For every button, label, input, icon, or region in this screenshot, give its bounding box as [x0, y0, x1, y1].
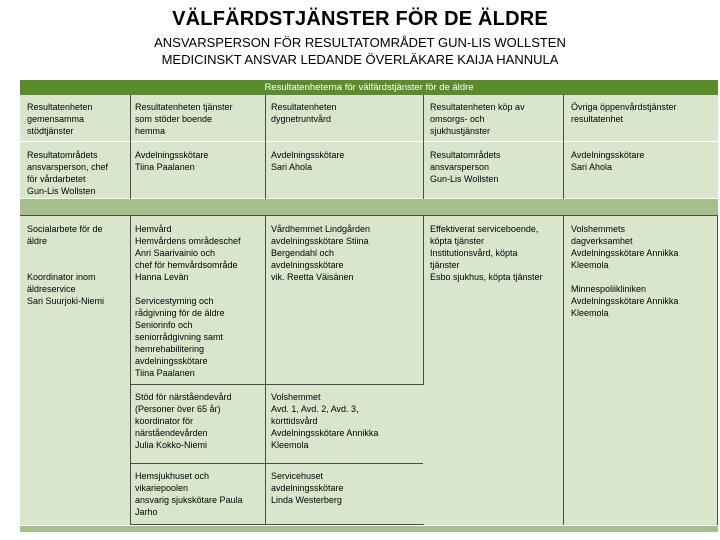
table-banner: Resultatenheterna för välfärdstjänster för de äldre	[20, 80, 718, 95]
head-purchased-services: Resultatområdets ansvarsperson Gun-Lis Wollsten	[430, 150, 501, 184]
head-home-support: Avdelningsskötare Tiina Paalanen	[135, 150, 209, 172]
head-other-outpatient: Avdelningsskötare Sari Ahola	[571, 150, 645, 172]
column-divider	[563, 95, 564, 199]
row-divider	[20, 141, 718, 142]
column-divider	[563, 215, 564, 525]
column-divider	[423, 215, 424, 385]
memory-clinic: Minnespoliikliniken Avdelningsskötare Annikka Kleemola	[571, 284, 679, 318]
unit-round-the-clock: Resultatenheten dygnetruntvård	[271, 102, 337, 124]
table-right-edge	[717, 215, 718, 525]
purchased-housing-services: Effektiverat serviceboende, köpta tjänster Institutionsvård, köpta tjänster Esbo sjukhus, köpta tjänster	[430, 224, 543, 282]
caregiver-support: Stöd för närståendevård (Personer över 65 år) koordinator för närståendevården Julia Kokko-Niemi	[135, 392, 232, 450]
page-title: VÄLFÄRDSTJÄNSTER FÖR DE ÄLDRE	[172, 8, 548, 30]
column-divider	[265, 215, 266, 525]
bottom-band	[20, 526, 718, 532]
social-work-elderly: Socialarbete för de äldre	[27, 224, 103, 246]
unit-common-support: Resultatenheten gemensamma stödtjänster	[27, 102, 93, 136]
care-home-lindgarden: Vårdhemmet Lindgården avdelningsskötare Stiina Bergendahl och avdelningsskötare vik. Reetta Väisänen	[271, 224, 371, 282]
day-activities: Volshemmets dagverksamhet Avdelningsskötare Annikka Kleemola	[571, 224, 679, 270]
home-hospital: Hemsjukhuset och vikariepoolen ansvarig sjukskötare Paula Jarho	[135, 471, 243, 517]
row-divider	[265, 463, 423, 464]
row-divider	[20, 215, 718, 216]
column-divider	[423, 95, 424, 199]
row-divider	[130, 524, 424, 525]
home-care: Hemvård Hemvårdens områdeschef Anri Saarivainio och chef för hemvårdsområde Hanna Levän	[135, 224, 241, 282]
unit-home-support: Resultatenheten tjänster som stöder boende hemma	[135, 102, 233, 136]
elderly-service-coordinator: Koordinator inom äldreservice Sari Suurjoki-Niemi	[27, 272, 105, 306]
row-divider	[130, 463, 265, 464]
head-round-the-clock: Avdelningsskötare Sari Ahola	[271, 150, 345, 172]
column-divider	[130, 215, 131, 525]
service-guidance-seniorinfo: Servicestyrning och rådgivning för de äldre Seniorinfo och seniorrådgivning samt hemrehabilitering avdelningsskötare Tiina Paalanen	[135, 296, 225, 378]
column-divider	[265, 95, 266, 199]
separator-band	[20, 199, 718, 215]
volshemmet: Volshemmet Avd. 1, Avd. 2, Avd. 3, korttidsvård Avdelningsskötare Annikka Kleemola	[271, 392, 379, 450]
head-common-support: Resultatområdets ansvarsperson, chef för vårdarbetet Gun-Lis Wollsten	[27, 150, 109, 196]
row-divider	[20, 198, 718, 199]
medical-responsibility-line: MEDICINSKT ANSVAR LEDANDE ÖVERLÄKARE KAIJA HANNULA	[161, 52, 559, 67]
unit-purchased-services: Resultatenheten köp av omsorgs- och sjukhustjänster	[430, 102, 525, 136]
service-house: Servicehuset avdelningsskötare Linda Westerberg	[271, 471, 344, 505]
column-divider	[130, 95, 131, 199]
responsible-person-line: ANSVARSPERSON FÖR RESULTATOMRÅDET GUN-LIS WOLLSTEN	[154, 35, 566, 50]
row-divider	[130, 384, 424, 385]
unit-other-outpatient: Övriga öppenvårdstjänster resultatenhet	[571, 102, 677, 124]
